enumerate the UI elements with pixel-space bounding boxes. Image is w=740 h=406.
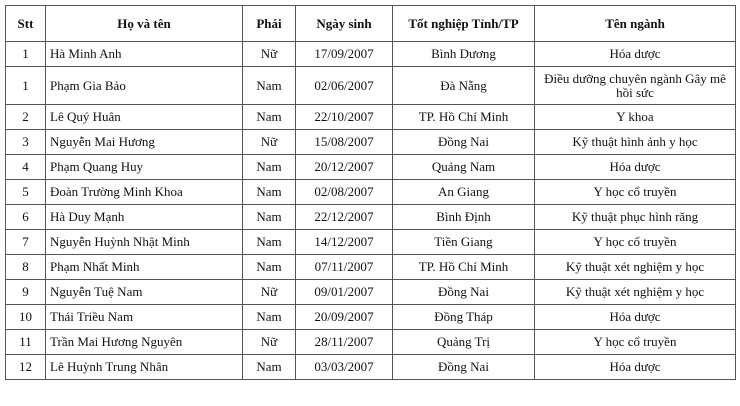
- student-table: [5, 5, 736, 380]
- cell-dob: 20/09/2007: [296, 305, 393, 330]
- table-row: [6, 180, 736, 205]
- table-row: [6, 155, 736, 180]
- table-row: [6, 305, 736, 330]
- cell-province: Đồng Nai: [393, 280, 535, 305]
- cell-province: Quảng Nam: [393, 155, 535, 180]
- cell-major: Y học cổ truyền: [535, 180, 736, 205]
- cell-dob: 14/12/2007: [296, 230, 393, 255]
- header-name: Họ và tên: [46, 6, 243, 42]
- cell-name: Lê Huỳnh Trung Nhân: [46, 355, 243, 380]
- header-row: [6, 6, 736, 42]
- cell-province: Bình Dương: [393, 42, 535, 67]
- header-province: Tốt nghiệp Tỉnh/TP: [393, 6, 535, 42]
- cell-stt: 7: [6, 230, 46, 255]
- cell-gender: Nam: [243, 230, 296, 255]
- cell-gender: Nữ: [243, 42, 296, 67]
- cell-major: Y học cổ truyền: [535, 330, 736, 355]
- cell-gender: Nam: [243, 355, 296, 380]
- cell-province: An Giang: [393, 180, 535, 205]
- cell-stt: 1: [6, 67, 46, 105]
- table-header: [6, 6, 736, 42]
- cell-dob: 28/11/2007: [296, 330, 393, 355]
- cell-major: Y khoa: [535, 105, 736, 130]
- cell-province: Bình Định: [393, 205, 535, 230]
- cell-major: Y học cổ truyền: [535, 230, 736, 255]
- cell-name: Phạm Gia Bảo: [46, 67, 243, 105]
- cell-major: Kỹ thuật hình ảnh y học: [535, 130, 736, 155]
- table-row: [6, 205, 736, 230]
- cell-major: Hóa dược: [535, 305, 736, 330]
- cell-gender: Nam: [243, 205, 296, 230]
- cell-stt: 8: [6, 255, 46, 280]
- cell-dob: 20/12/2007: [296, 155, 393, 180]
- table-row: [6, 42, 736, 67]
- cell-dob: 15/08/2007: [296, 130, 393, 155]
- cell-stt: 1: [6, 42, 46, 67]
- cell-dob: 09/01/2007: [296, 280, 393, 305]
- cell-major: Kỹ thuật phục hình răng: [535, 205, 736, 230]
- cell-name: Hà Duy Mạnh: [46, 205, 243, 230]
- table-row: [6, 255, 736, 280]
- cell-dob: 02/08/2007: [296, 180, 393, 205]
- cell-province: TP. Hồ Chí Minh: [393, 255, 535, 280]
- cell-stt: 2: [6, 105, 46, 130]
- cell-gender: Nam: [243, 155, 296, 180]
- table-body: [6, 42, 736, 380]
- cell-major: Điều dưỡng chuyên ngành Gây mê hồi sức: [535, 67, 736, 105]
- cell-stt: 12: [6, 355, 46, 380]
- cell-dob: 17/09/2007: [296, 42, 393, 67]
- cell-dob: 22/12/2007: [296, 205, 393, 230]
- table-row: [6, 130, 736, 155]
- cell-stt: 6: [6, 205, 46, 230]
- cell-dob: 22/10/2007: [296, 105, 393, 130]
- cell-stt: 10: [6, 305, 46, 330]
- cell-name: Thái Triều Nam: [46, 305, 243, 330]
- cell-name: Nguyễn Mai Hương: [46, 130, 243, 155]
- cell-name: Phạm Nhất Minh: [46, 255, 243, 280]
- table-row: [6, 355, 736, 380]
- cell-gender: Nữ: [243, 330, 296, 355]
- cell-gender: Nam: [243, 105, 296, 130]
- cell-name: Nguyễn Huỳnh Nhật Minh: [46, 230, 243, 255]
- cell-major: Hóa dược: [535, 42, 736, 67]
- cell-stt: 5: [6, 180, 46, 205]
- cell-gender: Nam: [243, 305, 296, 330]
- cell-stt: 3: [6, 130, 46, 155]
- header-gender: Phái: [243, 6, 296, 42]
- cell-major: Hóa dược: [535, 355, 736, 380]
- cell-name: Hà Minh Anh: [46, 42, 243, 67]
- cell-major: Hóa dược: [535, 155, 736, 180]
- cell-province: TP. Hồ Chí Minh: [393, 105, 535, 130]
- header-major: Tên ngành: [535, 6, 736, 42]
- cell-stt: 9: [6, 280, 46, 305]
- cell-gender: Nữ: [243, 130, 296, 155]
- cell-dob: 03/03/2007: [296, 355, 393, 380]
- cell-province: Đồng Tháp: [393, 305, 535, 330]
- cell-gender: Nữ: [243, 280, 296, 305]
- cell-name: Phạm Quang Huy: [46, 155, 243, 180]
- cell-name: Lê Quý Huân: [46, 105, 243, 130]
- cell-major: Kỹ thuật xét nghiệm y học: [535, 255, 736, 280]
- cell-dob: 02/06/2007: [296, 67, 393, 105]
- cell-dob: 07/11/2007: [296, 255, 393, 280]
- table-row: [6, 280, 736, 305]
- cell-province: Đồng Nai: [393, 130, 535, 155]
- cell-name: Đoàn Trường Minh Khoa: [46, 180, 243, 205]
- table-row: [6, 230, 736, 255]
- header-stt: Stt: [6, 6, 46, 42]
- cell-name: Trần Mai Hương Nguyên: [46, 330, 243, 355]
- cell-name: Nguyễn Tuệ Nam: [46, 280, 243, 305]
- table-row: [6, 105, 736, 130]
- cell-stt: 11: [6, 330, 46, 355]
- cell-gender: Nam: [243, 67, 296, 105]
- table-row: [6, 330, 736, 355]
- cell-province: Đồng Nai: [393, 355, 535, 380]
- cell-stt: 4: [6, 155, 46, 180]
- table-row: [6, 67, 736, 105]
- cell-province: Đà Nẵng: [393, 67, 535, 105]
- cell-province: Tiền Giang: [393, 230, 535, 255]
- header-dob: Ngày sinh: [296, 6, 393, 42]
- cell-gender: Nam: [243, 255, 296, 280]
- cell-province: Quảng Trị: [393, 330, 535, 355]
- cell-gender: Nam: [243, 180, 296, 205]
- cell-major: Kỹ thuật xét nghiệm y học: [535, 280, 736, 305]
